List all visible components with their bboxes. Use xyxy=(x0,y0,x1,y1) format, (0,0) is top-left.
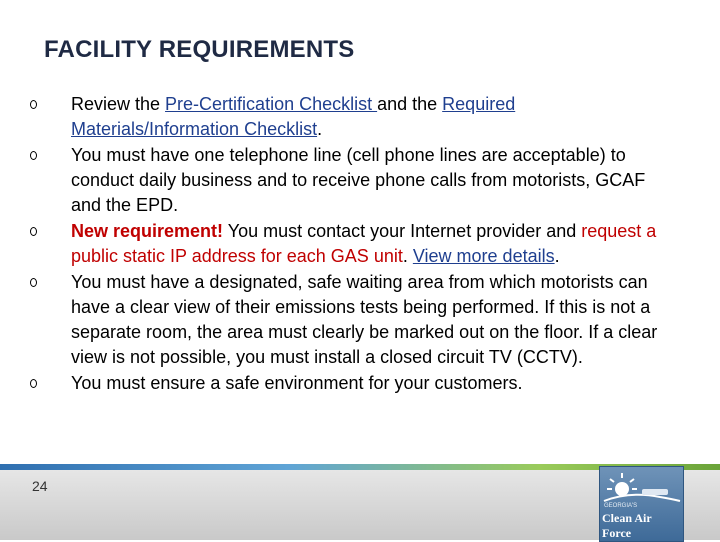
pre-certification-checklist-link[interactable]: Pre-Certification Checklist xyxy=(165,94,378,114)
list-item xyxy=(30,143,680,218)
bullet-text: . xyxy=(402,246,413,266)
bullet-text: and the xyxy=(377,94,443,114)
clean-air-force-logo xyxy=(599,466,684,542)
bullet-circle-icon xyxy=(30,227,37,236)
bullet-circle-icon xyxy=(30,379,37,388)
view-more-details-link[interactable]: View more details xyxy=(412,246,555,266)
list-item xyxy=(30,371,680,396)
requirements-list xyxy=(30,92,680,397)
new-requirement-label: New requirement! xyxy=(71,221,224,241)
bullet-text: . xyxy=(554,246,560,266)
bullet-text: You must have a designated, safe waiting area from which motorists can have a clear view of their emissions tests being performed. If this is not a separate room, the area must clearly be marked out on the floor. If a clear view is not possible, you must install a closed circuit TV (CCTV). xyxy=(71,272,658,367)
static-ip-requirement-text: request a public static IP address for each GAS unit xyxy=(71,221,657,266)
page-number: 24 xyxy=(32,478,48,494)
bullet-text: You must contact your Internet provider and xyxy=(223,221,582,241)
page-title: FACILITY REQUIREMENTS xyxy=(44,36,355,63)
sun-car-icon xyxy=(600,467,683,507)
bullet-text: . xyxy=(317,119,323,139)
list-item xyxy=(30,270,680,370)
bullet-text: You must have one telephone line (cell phone lines are acceptable) to conduct daily business and to receive phone calls from motorists, GCAF and the EPD. xyxy=(71,145,646,215)
list-item xyxy=(30,92,680,142)
required-materials-checklist-link[interactable]: Required Materials/Information Checklist xyxy=(71,94,516,139)
bullet-text: Review the xyxy=(71,94,166,114)
bullet-text: You must ensure a safe environment for your customers. xyxy=(71,373,523,393)
bullet-circle-icon xyxy=(30,278,37,287)
bullet-circle-icon xyxy=(30,151,37,160)
logo-caption: GEORGIA'S xyxy=(604,503,638,509)
bullet-circle-icon xyxy=(30,100,37,109)
logo-wordmark: Clean Air Force xyxy=(602,511,652,540)
list-item xyxy=(30,219,680,269)
